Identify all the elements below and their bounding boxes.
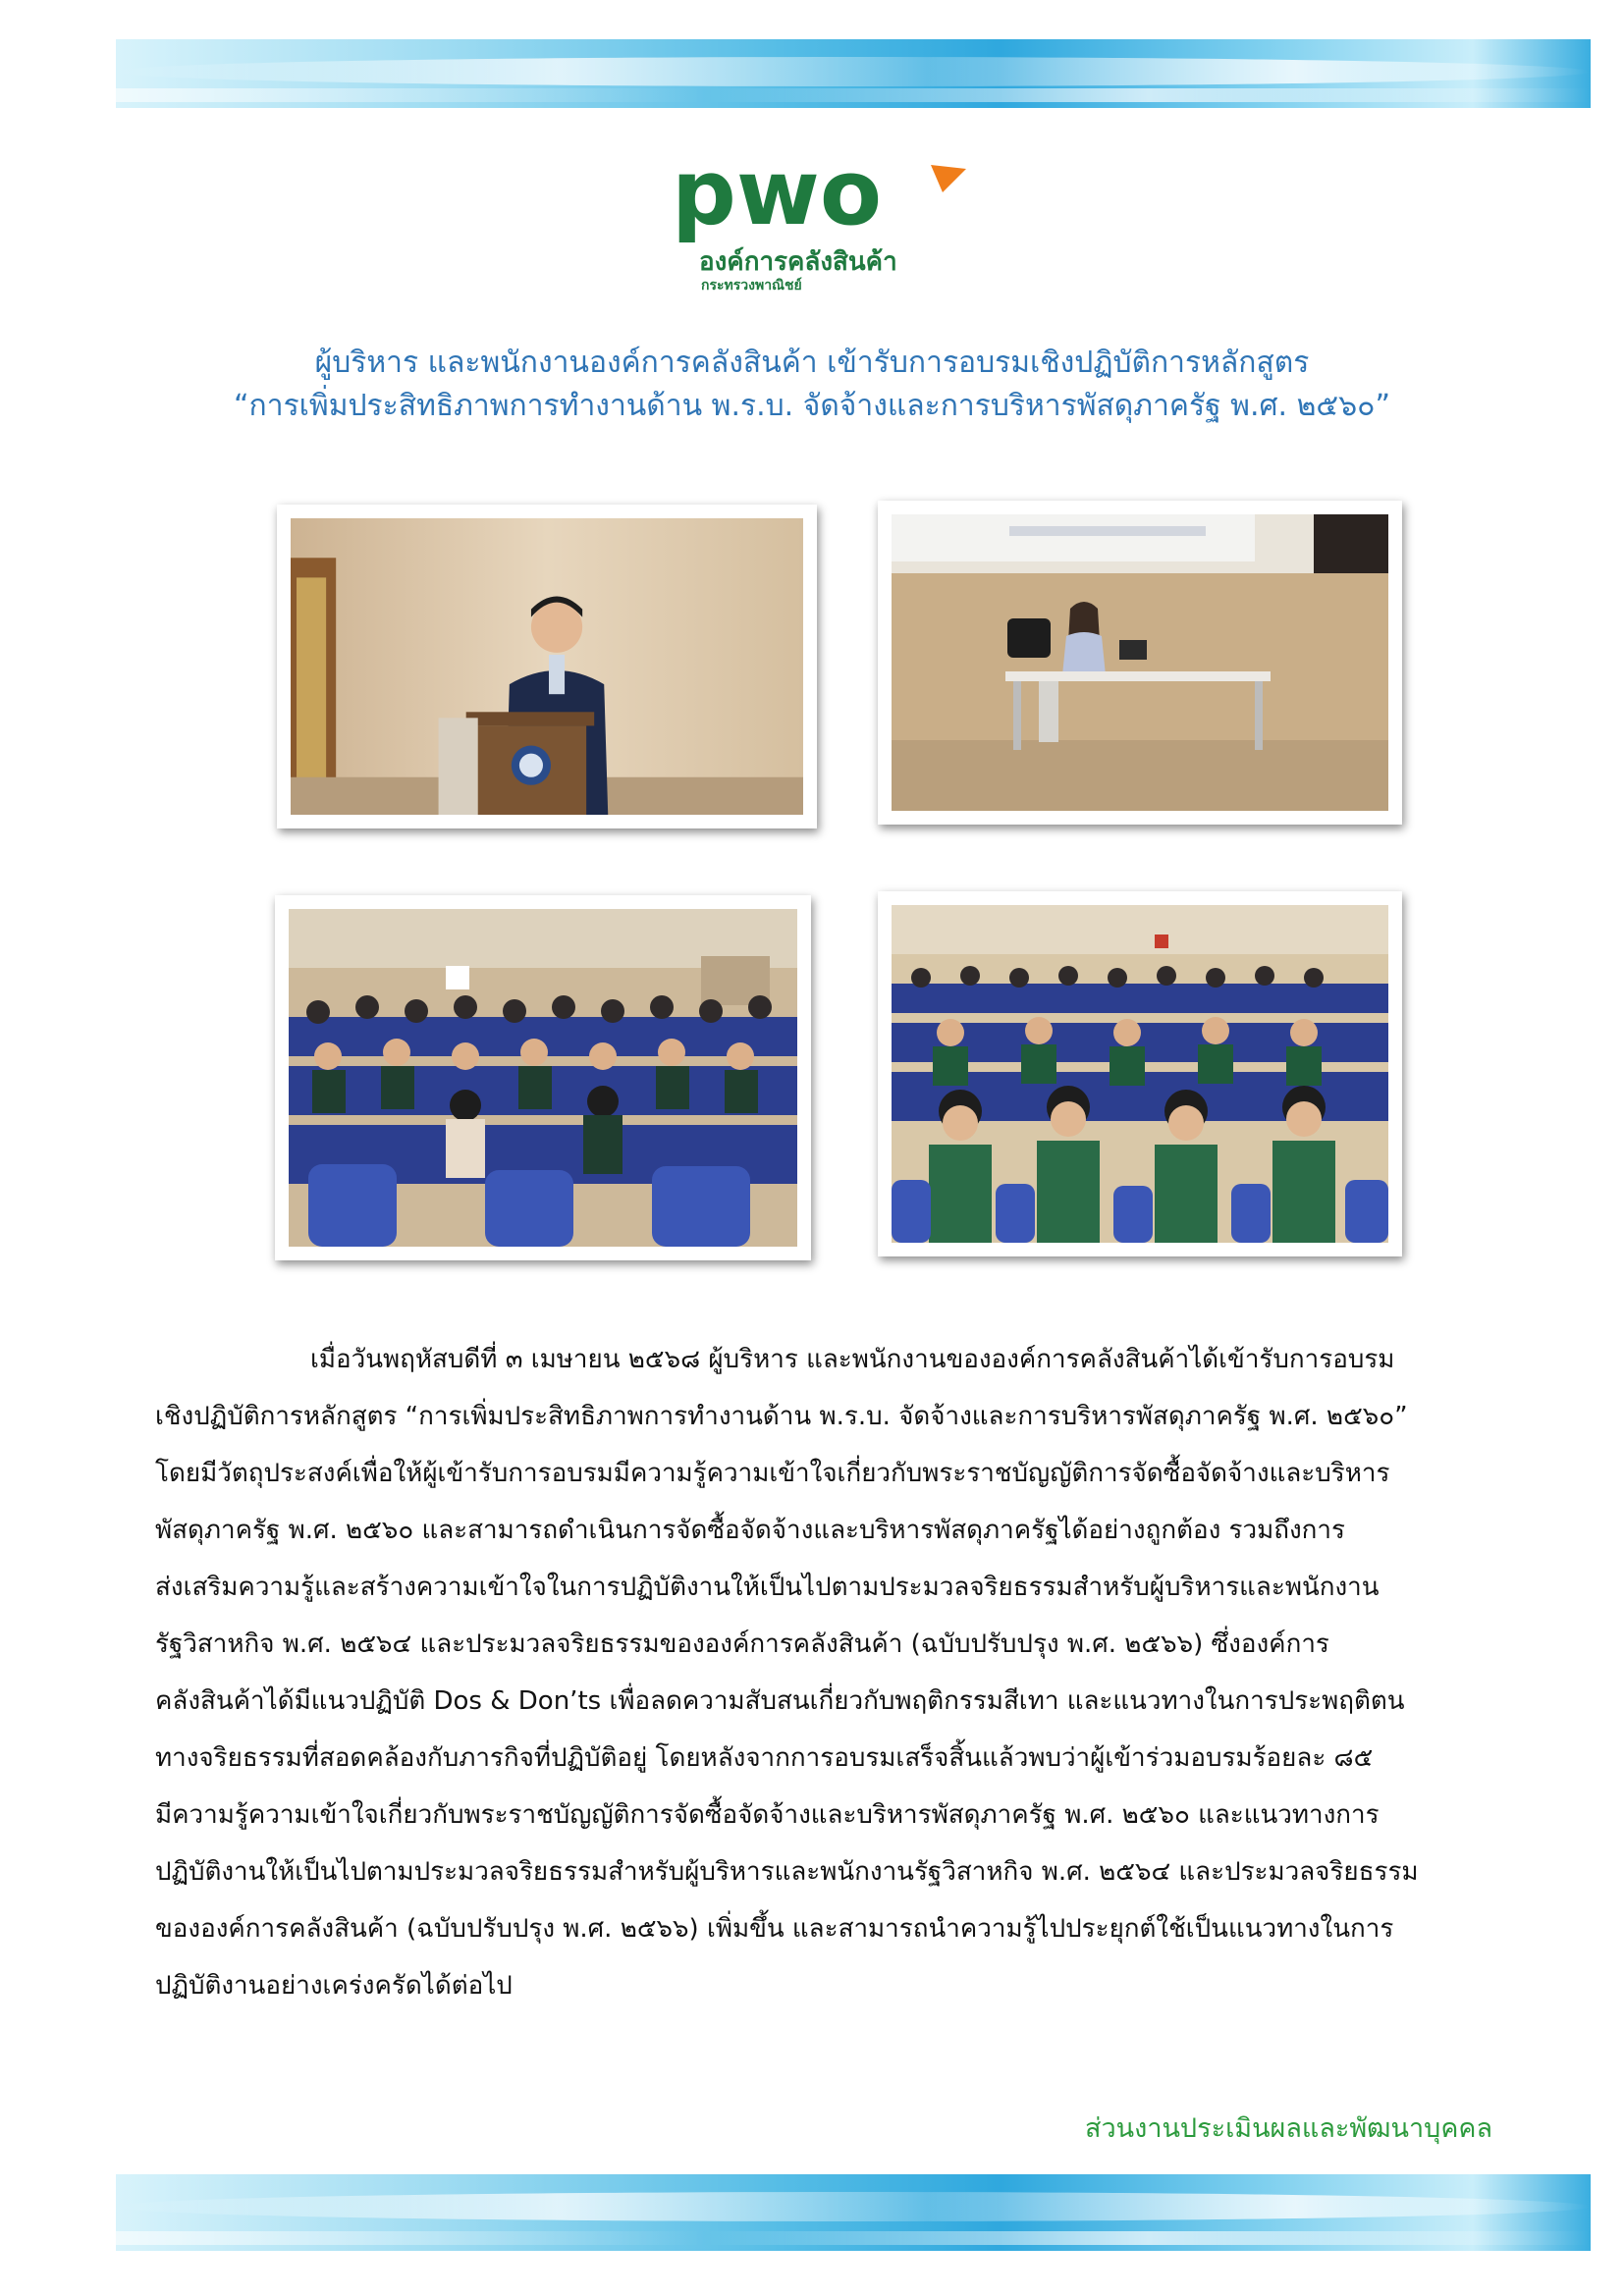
body-line: ปฏิบัติงานอย่างเคร่งครัดได้ต่อไป — [155, 1971, 513, 2001]
body-line: ขององค์การคลังสินค้า (ฉบับปรับปรุง พ.ศ. ๒๕๖๖) เพิ่มขึ้น และสามารถนำความรู้ไปประยุกต์ใช้เป็นแนวทางในการ — [155, 1914, 1394, 1944]
headline-line-2: “การเพิ่มประสิทธิภาพการทำงานด้าน พ.ร.บ. จัดจ้างและการบริหารพัสดุภาครัฐ พ.ศ. ๒๕๖๐” — [234, 389, 1390, 423]
body-line: ทางจริยธรรมที่สอดคล้องกับภารกิจที่ปฏิบัติอยู่ โดยหลังจากการอบรมเสร็จสิ้นแล้วพบว่าผู้เข้าร่วมอบรมร้อยละ ๘๕ — [155, 1743, 1374, 1773]
pwo-logo — [668, 147, 992, 294]
photo-audience-green-uniforms — [878, 891, 1402, 1256]
body-line: ปฏิบัติงานให้เป็นไปตามประมวลจริยธรรมสำหรับผู้บริหารและพนักงานรัฐวิสาหกิจ พ.ศ. ๒๕๖๔ และประมวลจริยธรรม — [155, 1857, 1419, 1887]
svg-text:pwo: pwo — [672, 147, 883, 245]
photo-audience — [275, 895, 811, 1260]
pwo-logo-mark — [668, 147, 992, 245]
org-name: องค์การคลังสินค้า — [699, 247, 897, 277]
photo-speaker-podium — [277, 505, 817, 828]
photo-presenter-desk — [878, 501, 1402, 825]
headline-line-1: ผู้บริหาร และพนักงานองค์การคลังสินค้า เข้ารับการอบรมเชิงปฏิบัติการหลักสูตร — [314, 346, 1310, 380]
body-line: ส่งเสริมความรู้และสร้างความเข้าใจในการปฏิบัติงานให้เป็นไปตามประมวลจริยธรรมสำหรับผู้บริหารและพนักงาน — [155, 1573, 1380, 1602]
body-line: รัฐวิสาหกิจ พ.ศ. ๒๕๖๔ และประมวลจริยธรรมขององค์การคลังสินค้า (ฉบับปรับปรุง พ.ศ. ๒๕๖๖) ซึ่งองค์การ — [155, 1629, 1329, 1659]
bottom-decorative-banner — [116, 2174, 1591, 2251]
body-line: คลังสินค้าได้มีแนวปฏิบัติ Dos & Don’ts เพื่อลดความสับสนเกี่ยวกับพฤติกรรมสีเทา และแนวทางในการประพฤติตน — [155, 1686, 1405, 1716]
photo-audience-illustration — [289, 909, 797, 1247]
headline — [147, 342, 1477, 428]
photo-speaker-illustration — [291, 518, 803, 815]
body-line: พัสดุภาครัฐ พ.ศ. ๒๕๖๐ และสามารถดำเนินการจัดซื้อจัดจ้างและบริหารพัสดุภาครัฐได้อย่างถูกต้อง รวมถึงการ — [155, 1516, 1345, 1545]
top-decorative-banner — [116, 39, 1591, 108]
body-line: โดยมีวัตถุประสงค์เพื่อให้ผู้เข้ารับการอบรมมีความรู้ความเข้าใจเกี่ยวกับพระราชบัญญัติการจัดซื้อจัดจ้างและบริหาร — [155, 1459, 1390, 1488]
body-line: เมื่อวันพฤหัสบดีที่ ๓ เมษายน ๒๕๖๘ ผู้บริหาร และพนักงานขององค์การคลังสินค้าได้เข้ารับการอบรม — [310, 1345, 1395, 1374]
article-body — [155, 1331, 1496, 2014]
body-line: เชิงปฏิบัติการหลักสูตร “การเพิ่มประสิทธิภาพการทำงานด้าน พ.ร.บ. จัดจ้างและการบริหารพัสดุภาครัฐ พ.ศ. ๒๕๖๐” — [155, 1402, 1408, 1431]
department-signature: ส่วนงานประเมินผลและพัฒนาบุคคล — [1085, 2113, 1492, 2144]
photo-uniform-audience-illustration — [892, 905, 1388, 1243]
body-line: มีความรู้ความเข้าใจเกี่ยวกับพระราชบัญญัติการจัดซื้อจัดจ้างและบริหารพัสดุภาครัฐ พ.ศ. ๒๕๖๐ และแนวทางการ — [155, 1800, 1380, 1830]
ministry-name: กระทรวงพาณิชย์ — [701, 278, 802, 294]
photo-presenter-illustration — [892, 514, 1388, 811]
